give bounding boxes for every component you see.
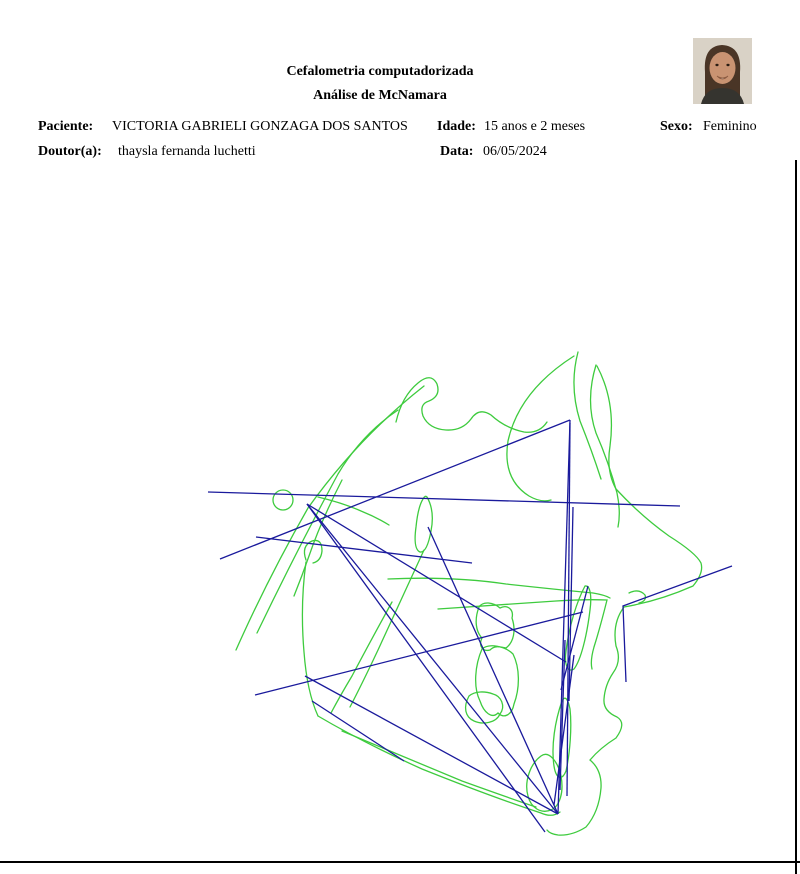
date-label: Data: xyxy=(440,144,474,159)
measurement-line xyxy=(307,504,545,832)
frame-bottom-border xyxy=(0,861,800,863)
measurement-line xyxy=(307,504,566,662)
measurement-line xyxy=(208,492,680,506)
doctor-label: Doutor(a): xyxy=(38,144,102,159)
anatomy-outline xyxy=(415,496,432,552)
date-value: 06/05/2024 xyxy=(483,144,547,159)
measurement-line xyxy=(256,537,472,563)
patient-name-label: Paciente: xyxy=(38,119,94,134)
patient-sex-value: Feminino xyxy=(703,119,757,134)
measurement-line xyxy=(305,676,558,814)
anatomy-outline xyxy=(273,490,293,510)
anatomy-outline xyxy=(591,365,620,527)
anatomy-outline xyxy=(574,352,601,479)
doctor-value: thaysla fernanda luchetti xyxy=(118,144,256,159)
patient-name-value: VICTORIA GABRIELI GONZAGA DOS SANTOS xyxy=(112,119,408,134)
anatomy-outline xyxy=(342,731,536,807)
frame-right-border xyxy=(795,160,797,874)
measurement-lines-group xyxy=(208,420,732,832)
patient-age-value: 15 anos e 2 meses xyxy=(484,119,586,134)
patient-sex-label: Sexo: xyxy=(660,119,693,134)
anatomy-outline xyxy=(302,562,318,716)
measurement-line xyxy=(220,420,570,559)
report-title: Cefalometria computadorizada xyxy=(286,64,474,79)
anatomy-outline xyxy=(388,578,610,598)
measurement-line xyxy=(307,504,558,814)
patient-age-label: Idade: xyxy=(437,119,476,134)
anatomy-outline xyxy=(396,378,547,433)
anatomy-outlines-group xyxy=(236,352,702,835)
measurement-line xyxy=(312,701,404,761)
anatomy-outline xyxy=(350,550,424,707)
measurement-line xyxy=(623,566,732,682)
anatomy-outline xyxy=(331,602,392,713)
report-subtitle: Análise de McNamara xyxy=(313,88,447,103)
anatomy-outline xyxy=(318,497,389,525)
measurement-line xyxy=(428,527,558,814)
anatomy-outline xyxy=(318,716,560,815)
